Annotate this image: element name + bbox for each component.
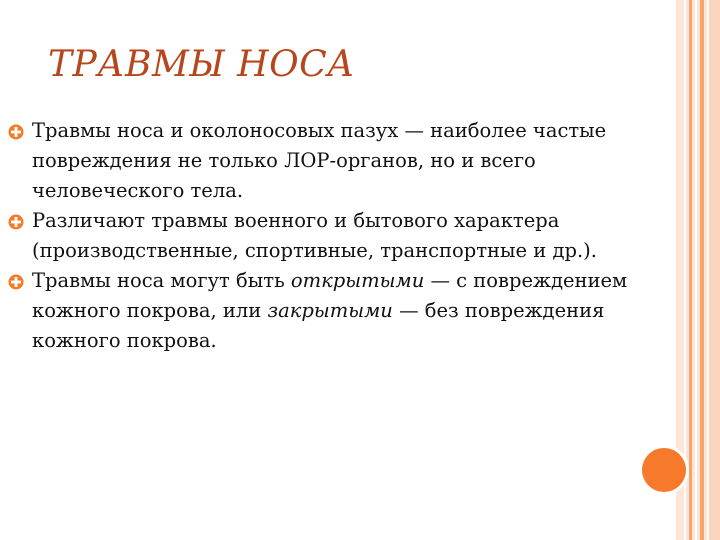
bullet-text-segment: Травмы носа могут быть <box>32 269 291 292</box>
bullet-text-segment: — с повреждением кожного покрова, или <box>32 269 628 322</box>
decorative-circle <box>642 448 686 492</box>
orange-circle-cross-icon <box>8 124 24 140</box>
orange-circle-cross-icon <box>8 214 24 230</box>
slide-title: ТРАВМЫ НОСА <box>48 44 355 85</box>
bullet-item <box>8 206 668 266</box>
decorative-stripe <box>700 0 704 540</box>
decorative-stripe <box>684 0 686 540</box>
bullet-text: Различают травмы военного и бытового характера (производственные, спортивные, транспортные и др.). <box>32 209 597 262</box>
emphasis-closed: закрытыми <box>267 299 393 322</box>
orange-circle-cross-icon <box>8 274 24 290</box>
emphasis-open: открытыми <box>290 269 425 292</box>
bullet-item <box>8 116 668 206</box>
bullet-text <box>32 269 627 352</box>
bullet-text-segment: — без повреждения кожного покрова. <box>32 299 605 352</box>
bullet-text: Травмы носа и околоносовых пазух — наиболее частые повреждения не только ЛОР-органов, но и всего человеческого тела. <box>32 119 607 202</box>
bullet-list <box>8 116 668 356</box>
decorative-stripe <box>709 0 720 540</box>
decorative-stripe <box>695 0 697 540</box>
bullet-item <box>8 266 668 356</box>
decorative-stripe <box>689 0 692 540</box>
